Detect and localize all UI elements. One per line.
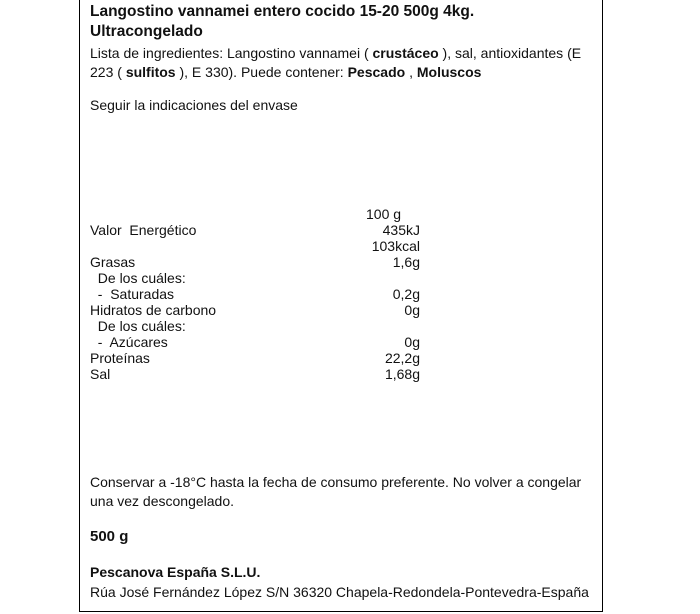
nutrition-row bbox=[90, 238, 420, 254]
ingredients-list bbox=[90, 44, 595, 82]
nutrition-row bbox=[90, 302, 420, 318]
storage-instructions: Conservar a -18°C hasta la fecha de consumo preferente. No volver a congelar una vez descongelado. bbox=[90, 474, 582, 509]
allergen-moluscos: Moluscos bbox=[416, 64, 482, 80]
nutrient-value: 0,2g bbox=[392, 286, 420, 302]
nutrient-label: Proteínas bbox=[90, 350, 150, 366]
nutrient-value: 0g bbox=[404, 302, 420, 318]
nutrient-label: - Azúcares bbox=[90, 334, 168, 350]
nutrition-row bbox=[90, 366, 420, 382]
nutrition-row bbox=[90, 318, 420, 334]
nutrient-value: 22,2g bbox=[384, 350, 420, 366]
nutrient-label: Grasas bbox=[90, 254, 136, 270]
product-title bbox=[90, 2, 595, 42]
nutrient-value: 0g bbox=[404, 334, 420, 350]
nutrition-row bbox=[90, 254, 420, 270]
ingredients-text: ), sal, antioxidantes (E 223 ( bbox=[90, 45, 582, 80]
nutrient-label: - Saturadas bbox=[90, 286, 175, 302]
company-name: Pescanova España S.L.U. bbox=[90, 564, 261, 580]
nutrition-table bbox=[90, 222, 420, 382]
ingredients-text: , bbox=[405, 64, 417, 80]
allergen-pescado: Pescado bbox=[347, 64, 406, 80]
nutrient-value: 435kJ bbox=[382, 222, 420, 238]
nutrient-value: 103kcal bbox=[371, 238, 420, 254]
nutrient-label: De los cuáles: bbox=[90, 270, 186, 286]
allergen-sulfitos: sulfitos bbox=[125, 64, 176, 80]
usage-instructions: Seguir la indicaciones del envase bbox=[90, 97, 298, 113]
nutrition-row bbox=[90, 222, 420, 238]
net-weight: 500 g bbox=[90, 528, 129, 545]
ingredients-text: ), E 330). Puede contener: bbox=[175, 64, 348, 80]
nutrient-label: Sal bbox=[90, 366, 111, 382]
ingredients-text: Lista de ingredientes: Langostino vannamei ( bbox=[90, 45, 373, 61]
nutrient-value: 1,68g bbox=[384, 366, 420, 382]
nutrient-label: Hidratos de carbono bbox=[90, 302, 217, 318]
nutrition-row bbox=[90, 334, 420, 350]
company-address: Rúa José Fernández López S/N 36320 Chapela-Redondela-Pontevedra-España bbox=[90, 584, 589, 600]
allergen-crustaceo: crustáceo bbox=[372, 45, 439, 61]
product-title-line2: Ultracongelado bbox=[90, 23, 203, 40]
nutrient-value: 1,6g bbox=[392, 254, 420, 270]
nutrient-label: Valor Energético bbox=[90, 222, 197, 238]
nutrition-row bbox=[90, 286, 420, 302]
nutrition-row bbox=[90, 350, 420, 366]
nutrient-label: De los cuáles: bbox=[90, 318, 186, 334]
product-title-line1: Langostino vannamei entero cocido 15-20 500g 4kg. bbox=[90, 3, 475, 20]
nutrition-row bbox=[90, 270, 420, 286]
nutrition-header: 100 g bbox=[366, 206, 402, 222]
